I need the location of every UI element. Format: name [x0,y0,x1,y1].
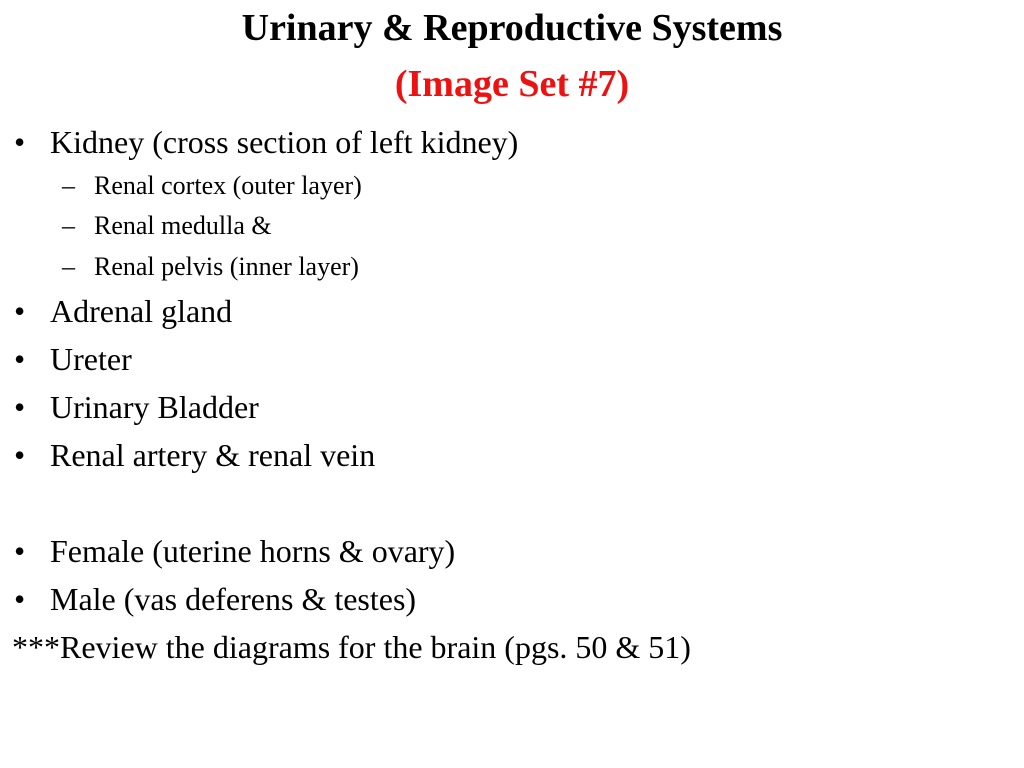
sub-bullet-marker: – [62,211,75,240]
bullet-text: Kidney (cross section of left kidney) [50,124,519,160]
bullet-text: Male (vas deferens & testes) [50,581,417,617]
bullet-marker: • [14,437,26,473]
bullet-marker: • [14,341,26,377]
bullet-urinary-bladder [14,389,1014,425]
sub-bullet-renal-pelvis [62,252,962,282]
review-note: ***Review the diagrams for the brain (pgs. 50 & 51) [12,629,691,665]
sub-bullet-marker: – [62,171,75,200]
bullet-text: Ureter [50,341,132,377]
bullet-male [14,581,1014,617]
slide-subtitle: (Image Set #7) [394,63,630,105]
bullet-marker: • [14,293,26,329]
sub-bullet-marker: – [62,252,75,281]
bullet-text: Adrenal gland [50,293,233,329]
sub-bullet-renal-cortex [62,171,962,201]
bullet-marker: • [14,581,26,617]
bullet-renal-artery-vein [14,437,1014,473]
sub-bullet-text: Renal medulla & [94,211,272,240]
sub-bullet-renal-medulla [62,211,962,241]
bullet-text: Female (uterine horns & ovary) [50,533,456,569]
bullet-female [14,533,1014,569]
bullet-text: Renal artery & renal vein [50,437,376,473]
bullet-adrenal-gland [14,293,1014,329]
bullet-marker: • [14,533,26,569]
slide-title: Urinary & Reproductive Systems [241,7,783,49]
bullet-ureter [14,341,1014,377]
sub-bullet-text: Renal cortex (outer layer) [94,171,362,200]
bullet-kidney [14,124,1014,160]
bullet-text: Urinary Bladder [50,389,259,425]
bullet-marker: • [14,389,26,425]
bullet-marker: • [14,124,26,160]
sub-bullet-text: Renal pelvis (inner layer) [94,252,359,281]
